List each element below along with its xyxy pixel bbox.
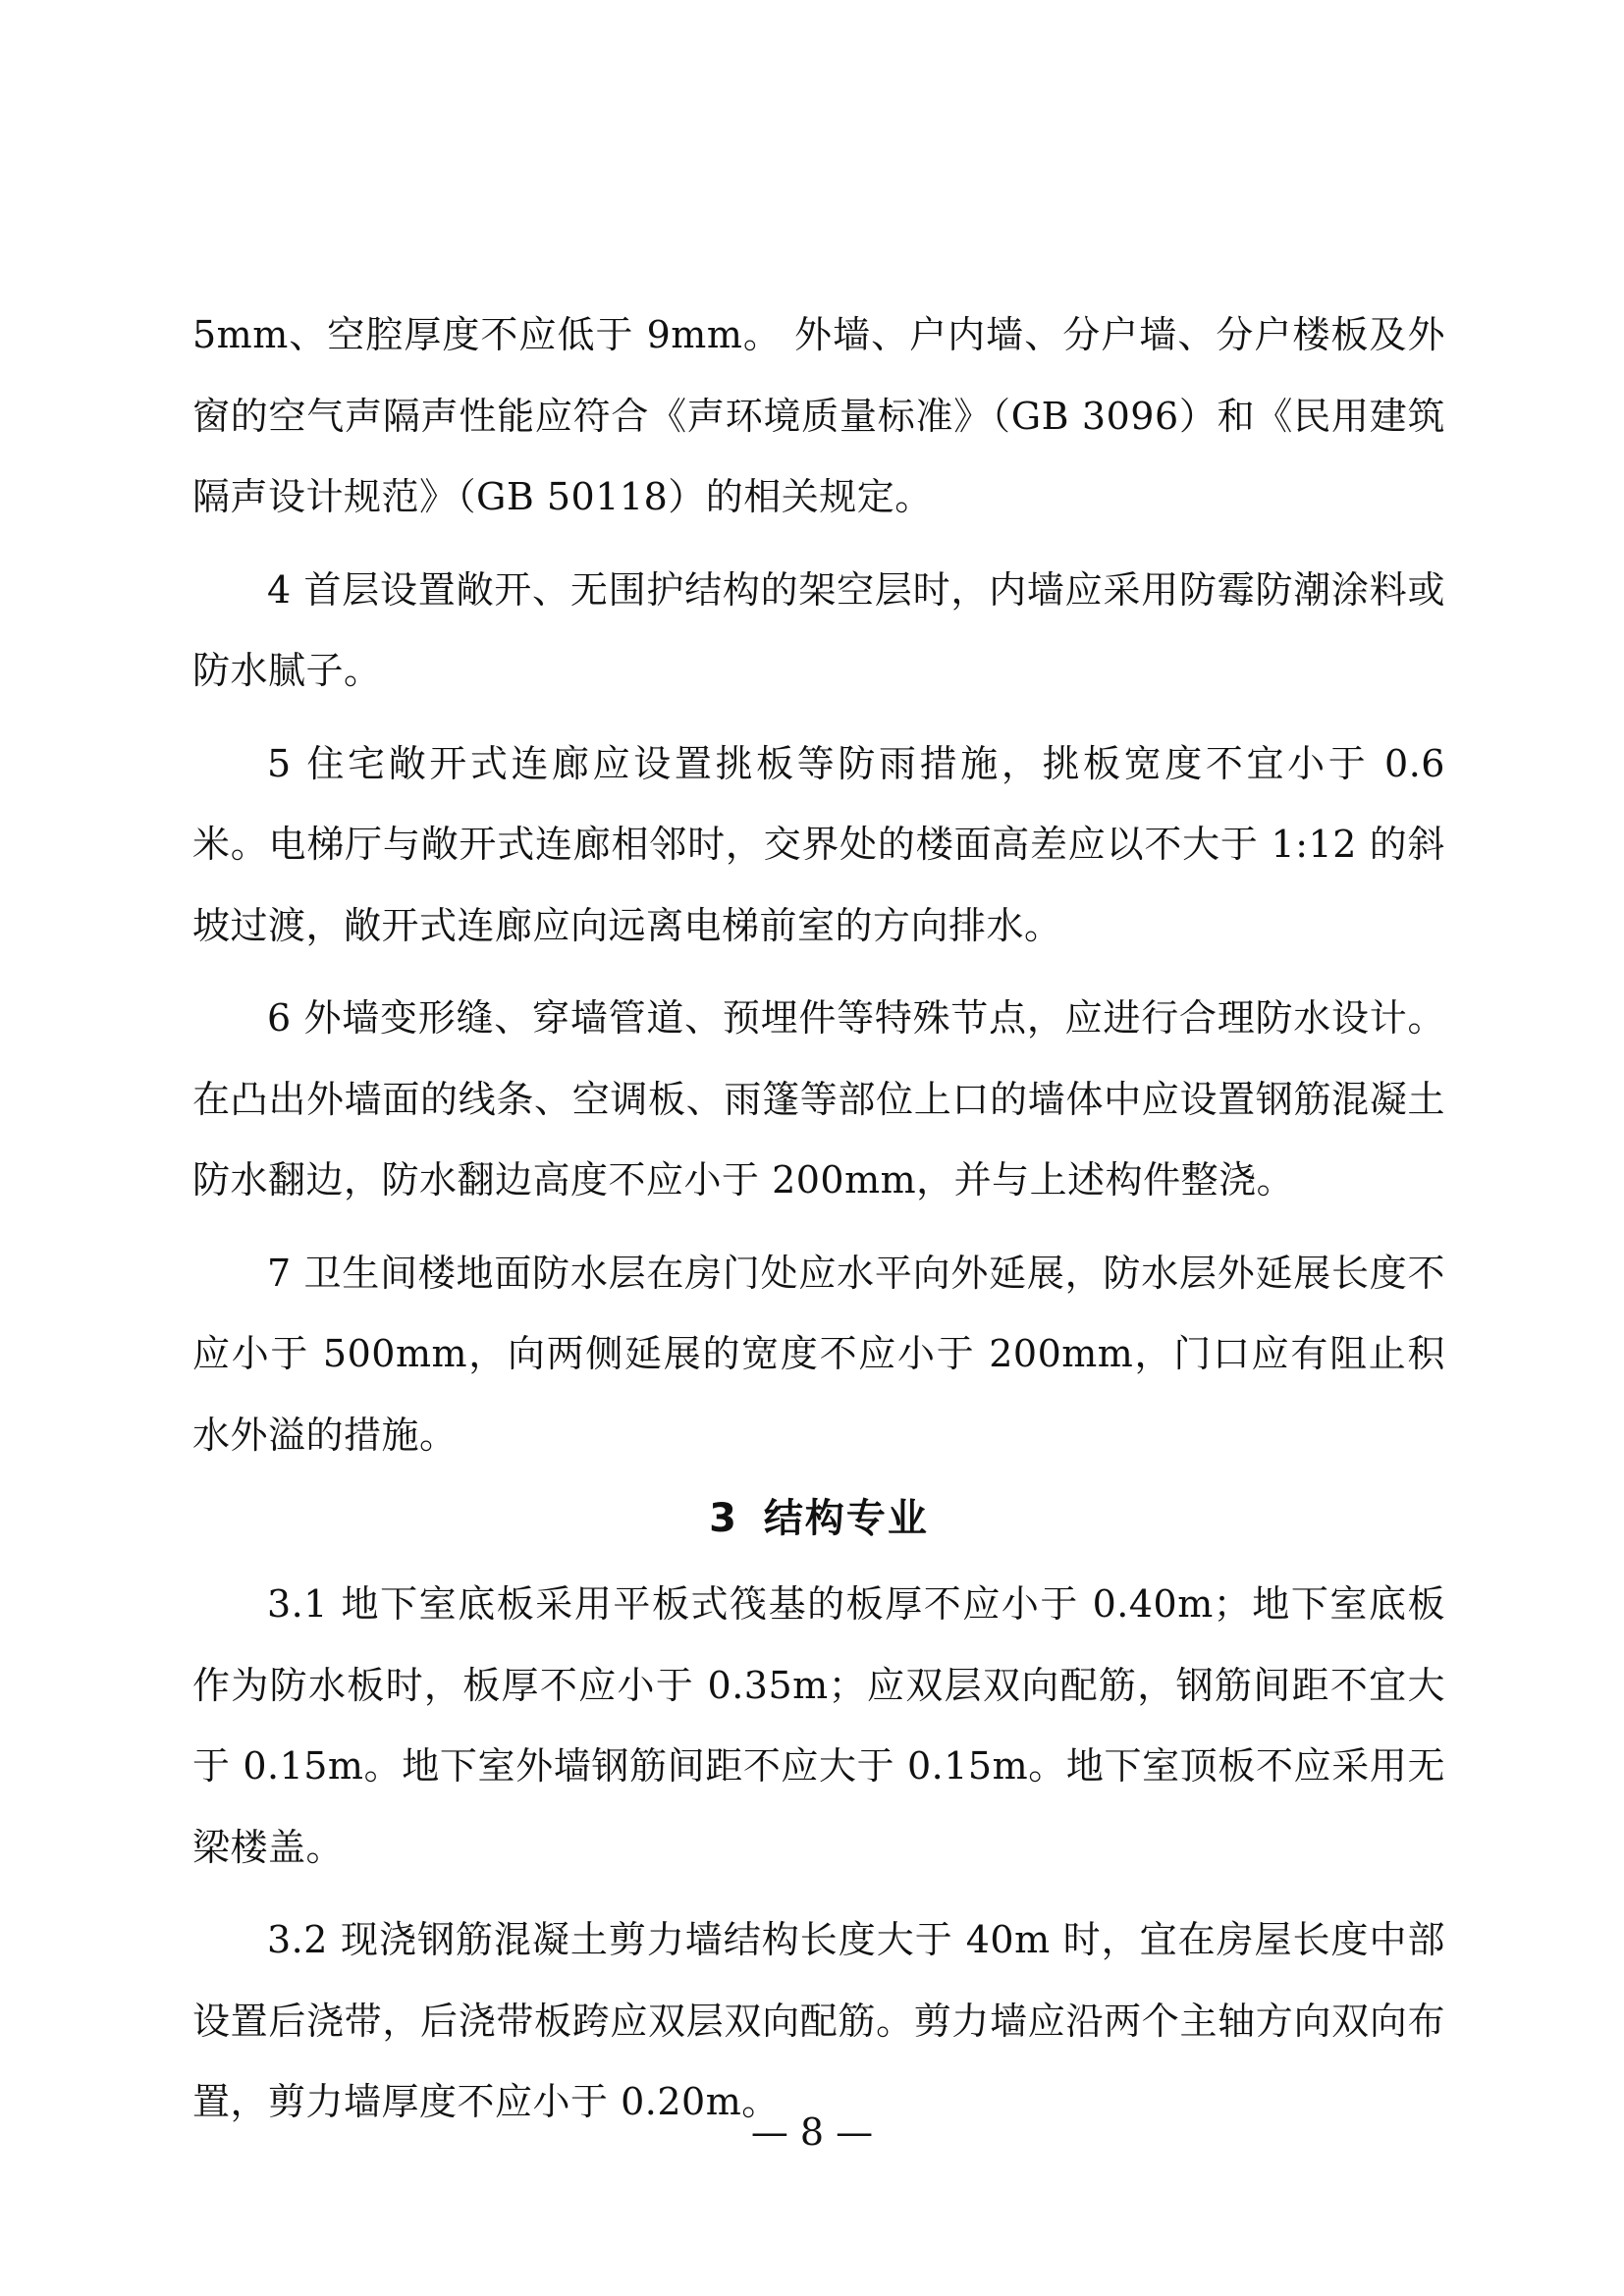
paragraph-item-5: 5 住宅敞开式连廊应设置挑板等防雨措施，挑板宽度不宜小于 0.6 米。电梯厅与敞开式连廊相邻时，交界处的楼面高差应以不大于 1:12 的斜坡过渡，敞开式连廊应向远离电梯前室的方向排水。 bbox=[192, 741, 1445, 947]
clause-3-2: 3.2 现浇钢筋混凝土剪力墙结构长度大于 40m 时，宜在房屋长度中部设置后浇带，后浇带板跨应双层双向配筋。剪力墙应沿两个主轴方向双向布置，剪力墙厚度不应小于 0.20m。 bbox=[192, 1918, 1445, 2123]
section-heading bbox=[192, 1479, 1445, 1558]
page-number: — 8 — bbox=[750, 2110, 874, 2154]
paragraph-sound-insulation: 5mm、空腔厚度不应低于 9mm。 外墙、户内墙、分户墙、分户楼板及外窗的空气声隔声性能应符合《声环境质量标准》（GB 3096）和《民用建筑隔声设计规范》（GB 50118）的相关规定。 bbox=[192, 313, 1445, 518]
section-number: 3 bbox=[709, 1496, 738, 1541]
document-body bbox=[192, 294, 1445, 2143]
paragraph-item-6: 6 外墙变形缝、穿墙管道、预埋件等特殊节点，应进行合理防水设计。在凸出外墙面的线条、空调板、雨篷等部位上口的墙体中应设置钢筋混凝土防水翻边，防水翻边高度不应小于 200mm，并与上述构件整浇。 bbox=[192, 996, 1445, 1201]
clause-3-1: 3.1 地下室底板采用平板式筏基的板厚不应小于 0.40m；地下室底板作为防水板时，板厚不应小于 0.35m；应双层双向配筋，钢筋间距不宜大于 0.15m。地下室外墙钢筋间距不应大于 0.15m。地下室顶板不应采用无梁楼盖。 bbox=[192, 1582, 1445, 1869]
section-title: 结构专业 bbox=[763, 1496, 929, 1541]
paragraph-item-7: 7 卫生间楼地面防水层在房门处应水平向外延展，防水层外延展长度不应小于 500mm，向两侧延展的宽度不应小于 200mm，门口应有阻止积水外溢的措施。 bbox=[192, 1251, 1445, 1457]
paragraph-item-4: 4 首层设置敞开、无围护结构的架空层时，内墙应采用防霉防潮涂料或防水腻子。 bbox=[192, 567, 1445, 692]
